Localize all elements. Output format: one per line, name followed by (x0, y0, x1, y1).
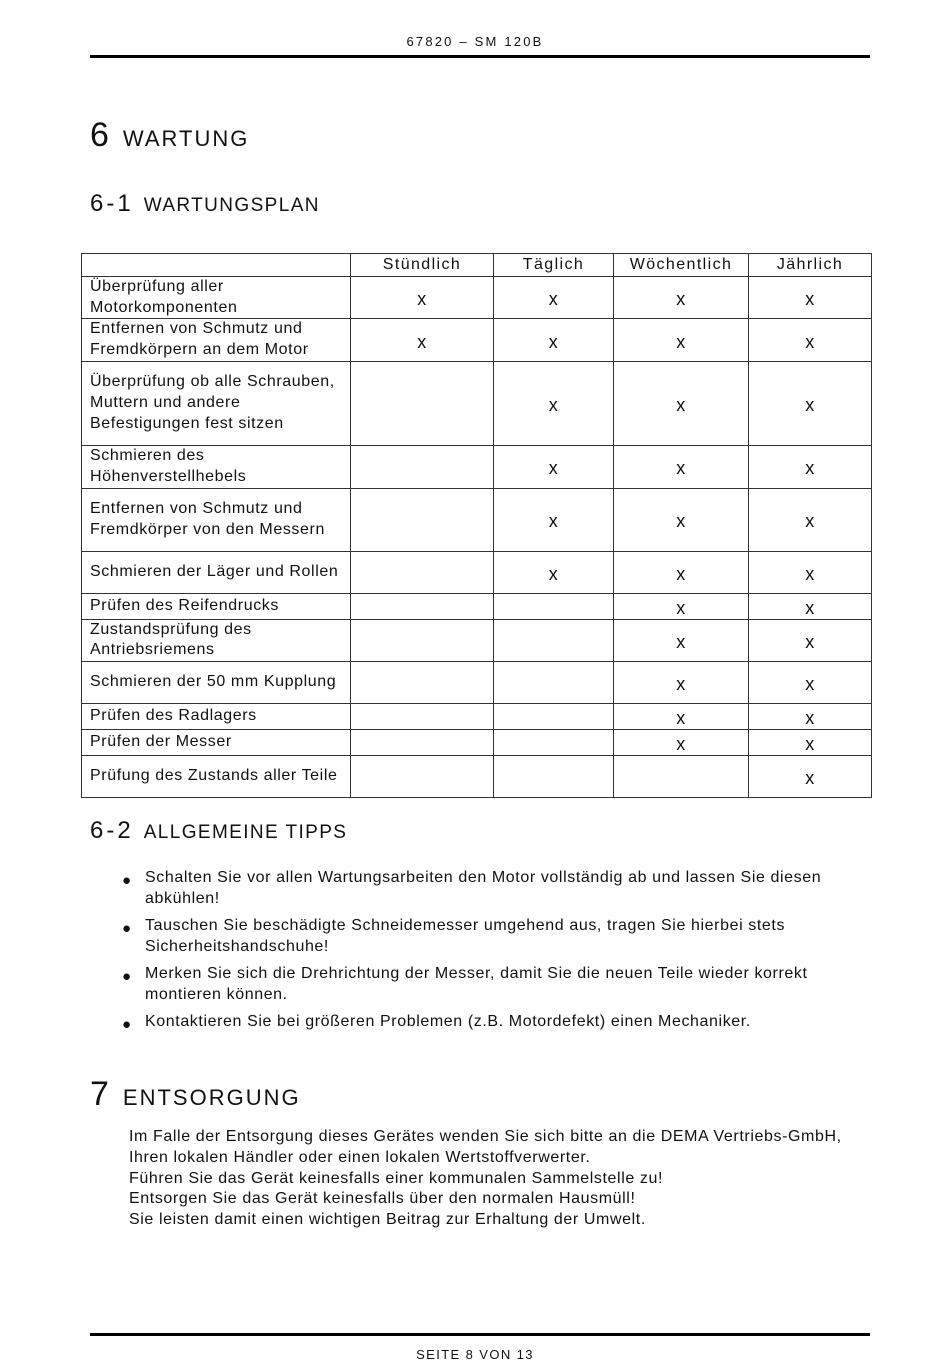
interval-cell: x (351, 319, 494, 362)
task-cell: Prüfen des Reifendrucks (82, 593, 351, 619)
tip-text: Schalten Sie vor allen Wartungsarbeiten den Motor vollständig ab und lassen Sie diesen abkühlen! (145, 869, 822, 907)
tip-text: Kontaktieren Sie bei größeren Problemen (z.B. Motordefekt) einen Mechaniker. (145, 1013, 751, 1030)
interval-cell: x (614, 445, 749, 488)
interval-cell (614, 756, 749, 798)
disposal-paragraph: Führen Sie das Gerät keinesfalls einer kommunalen Sammelstelle zu! (129, 1169, 664, 1187)
bullet-icon: ● (122, 872, 132, 889)
list-item (120, 963, 860, 1005)
interval-cell: x (494, 276, 614, 319)
table-row (82, 704, 872, 730)
interval-cell (351, 593, 494, 619)
table-row (82, 361, 872, 445)
interval-cell: x (749, 276, 872, 319)
header-rule (90, 55, 870, 58)
interval-cell: x (749, 619, 872, 662)
interval-cell: x (749, 361, 872, 445)
subsection-heading-allgemeine-tipps (90, 817, 347, 845)
interval-cell: x (614, 551, 749, 593)
interval-cell (351, 551, 494, 593)
section-title: ENTSORGUNG (122, 1085, 301, 1110)
interval-cell (494, 756, 614, 798)
table-row (82, 488, 872, 551)
bullet-icon: ● (122, 920, 132, 937)
interval-cell: x (749, 704, 872, 730)
interval-cell (351, 662, 494, 704)
interval-cell: x (749, 593, 872, 619)
interval-cell: x (494, 488, 614, 551)
task-cell: Prüfen des Radlagers (82, 704, 351, 730)
task-cell: Entfernen von Schmutz und Fremdkörpern an dem Motor (82, 319, 351, 362)
interval-cell: x (749, 551, 872, 593)
interval-cell (351, 488, 494, 551)
interval-cell: x (749, 319, 872, 362)
list-item (120, 915, 860, 957)
interval-cell: x (614, 488, 749, 551)
task-cell: Prüfung des Zustands aller Teile (82, 756, 351, 798)
column-header (82, 254, 351, 277)
interval-cell: x (494, 445, 614, 488)
subsection-number: 6-2 (90, 817, 134, 844)
task-cell: Entfernen von Schmutz und Fremdkörper von den Messern (82, 488, 351, 551)
task-cell: Überprüfung aller Motorkomponenten (82, 276, 351, 319)
disposal-paragraph: Sie leisten damit einen wichtigen Beitrag zur Erhaltung der Umwelt. (129, 1211, 646, 1229)
section-number: 7 (90, 1075, 109, 1113)
interval-cell: x (749, 730, 872, 756)
interval-cell: x (614, 276, 749, 319)
maintenance-schedule-table (81, 253, 872, 798)
table-header-row (82, 254, 872, 277)
interval-cell (351, 704, 494, 730)
interval-cell: x (494, 319, 614, 362)
column-header: Wöchentlich (614, 254, 749, 277)
interval-cell (494, 593, 614, 619)
tips-list (120, 867, 860, 1038)
interval-cell: x (494, 361, 614, 445)
list-item (120, 867, 860, 909)
disposal-paragraph: Entsorgen Sie das Gerät keinesfalls über den normalen Hausmüll! (129, 1190, 636, 1208)
interval-cell: x (614, 619, 749, 662)
section-heading-wartung (90, 116, 249, 155)
interval-cell: x (494, 551, 614, 593)
interval-cell (351, 361, 494, 445)
disposal-text (129, 1127, 869, 1231)
interval-cell: x (749, 488, 872, 551)
column-header: Stündlich (351, 254, 494, 277)
subsection-title: ALLGEMEINE TIPPS (143, 822, 348, 843)
column-header: Täglich (494, 254, 614, 277)
section-number: 6 (90, 116, 109, 154)
interval-cell: x (614, 319, 749, 362)
interval-cell: x (614, 730, 749, 756)
task-cell: Zustandsprüfung des Antriebsriemens (82, 619, 351, 662)
column-header: Jährlich (749, 254, 872, 277)
interval-cell (494, 662, 614, 704)
interval-cell: x (749, 445, 872, 488)
table-row (82, 551, 872, 593)
interval-cell (351, 730, 494, 756)
interval-cell (494, 619, 614, 662)
subsection-number: 6-1 (90, 190, 134, 217)
table-row (82, 662, 872, 704)
interval-cell: x (351, 276, 494, 319)
interval-cell (351, 445, 494, 488)
table-row (82, 276, 872, 319)
bullet-icon: ● (122, 1016, 132, 1033)
interval-cell: x (614, 593, 749, 619)
table-row (82, 445, 872, 488)
table-row (82, 593, 872, 619)
list-item (120, 1011, 860, 1032)
page-number: SEITE 8 VON 13 (416, 1347, 534, 1362)
subsection-title: WARTUNGSPLAN (143, 195, 320, 216)
task-cell: Überprüfung ob alle Schrauben, Muttern und andere Befestigungen fest sitzen (82, 361, 351, 445)
table-row (82, 730, 872, 756)
interval-cell (494, 730, 614, 756)
interval-cell: x (614, 704, 749, 730)
interval-cell: x (614, 361, 749, 445)
task-cell: Schmieren der Läger und Rollen (82, 551, 351, 593)
table-row (82, 756, 872, 798)
tip-text: Merken Sie sich die Drehrichtung der Messer, damit Sie die neuen Teile wieder korrekt montieren können. (145, 965, 808, 1003)
task-cell: Schmieren des Höhenverstellhebels (82, 445, 351, 488)
task-cell: Prüfen der Messer (82, 730, 351, 756)
interval-cell (351, 619, 494, 662)
table-row (82, 319, 872, 362)
interval-cell (494, 704, 614, 730)
table-row (82, 619, 872, 662)
section-title: WARTUNG (122, 126, 250, 151)
footer-rule (90, 1333, 870, 1336)
tip-text: Tauschen Sie beschädigte Schneidemesser umgehend aus, tragen Sie hierbei stets Sicherheitshandschuhe! (145, 917, 786, 955)
interval-cell: x (614, 662, 749, 704)
bullet-icon: ● (122, 968, 132, 985)
page-header-code: 67820 – SM 120B (406, 34, 544, 49)
disposal-paragraph: Im Falle der Entsorgung dieses Gerätes wenden Sie sich bitte an die DEMA Vertriebs-GmbH, Ihren lokalen Händler oder einen lokalen Wertstoffverwerter. (129, 1128, 842, 1166)
section-heading-entsorgung (90, 1075, 301, 1114)
task-cell: Schmieren der 50 mm Kupplung (82, 662, 351, 704)
interval-cell: x (749, 662, 872, 704)
subsection-heading-wartungsplan (90, 190, 320, 218)
interval-cell: x (749, 756, 872, 798)
interval-cell (351, 756, 494, 798)
